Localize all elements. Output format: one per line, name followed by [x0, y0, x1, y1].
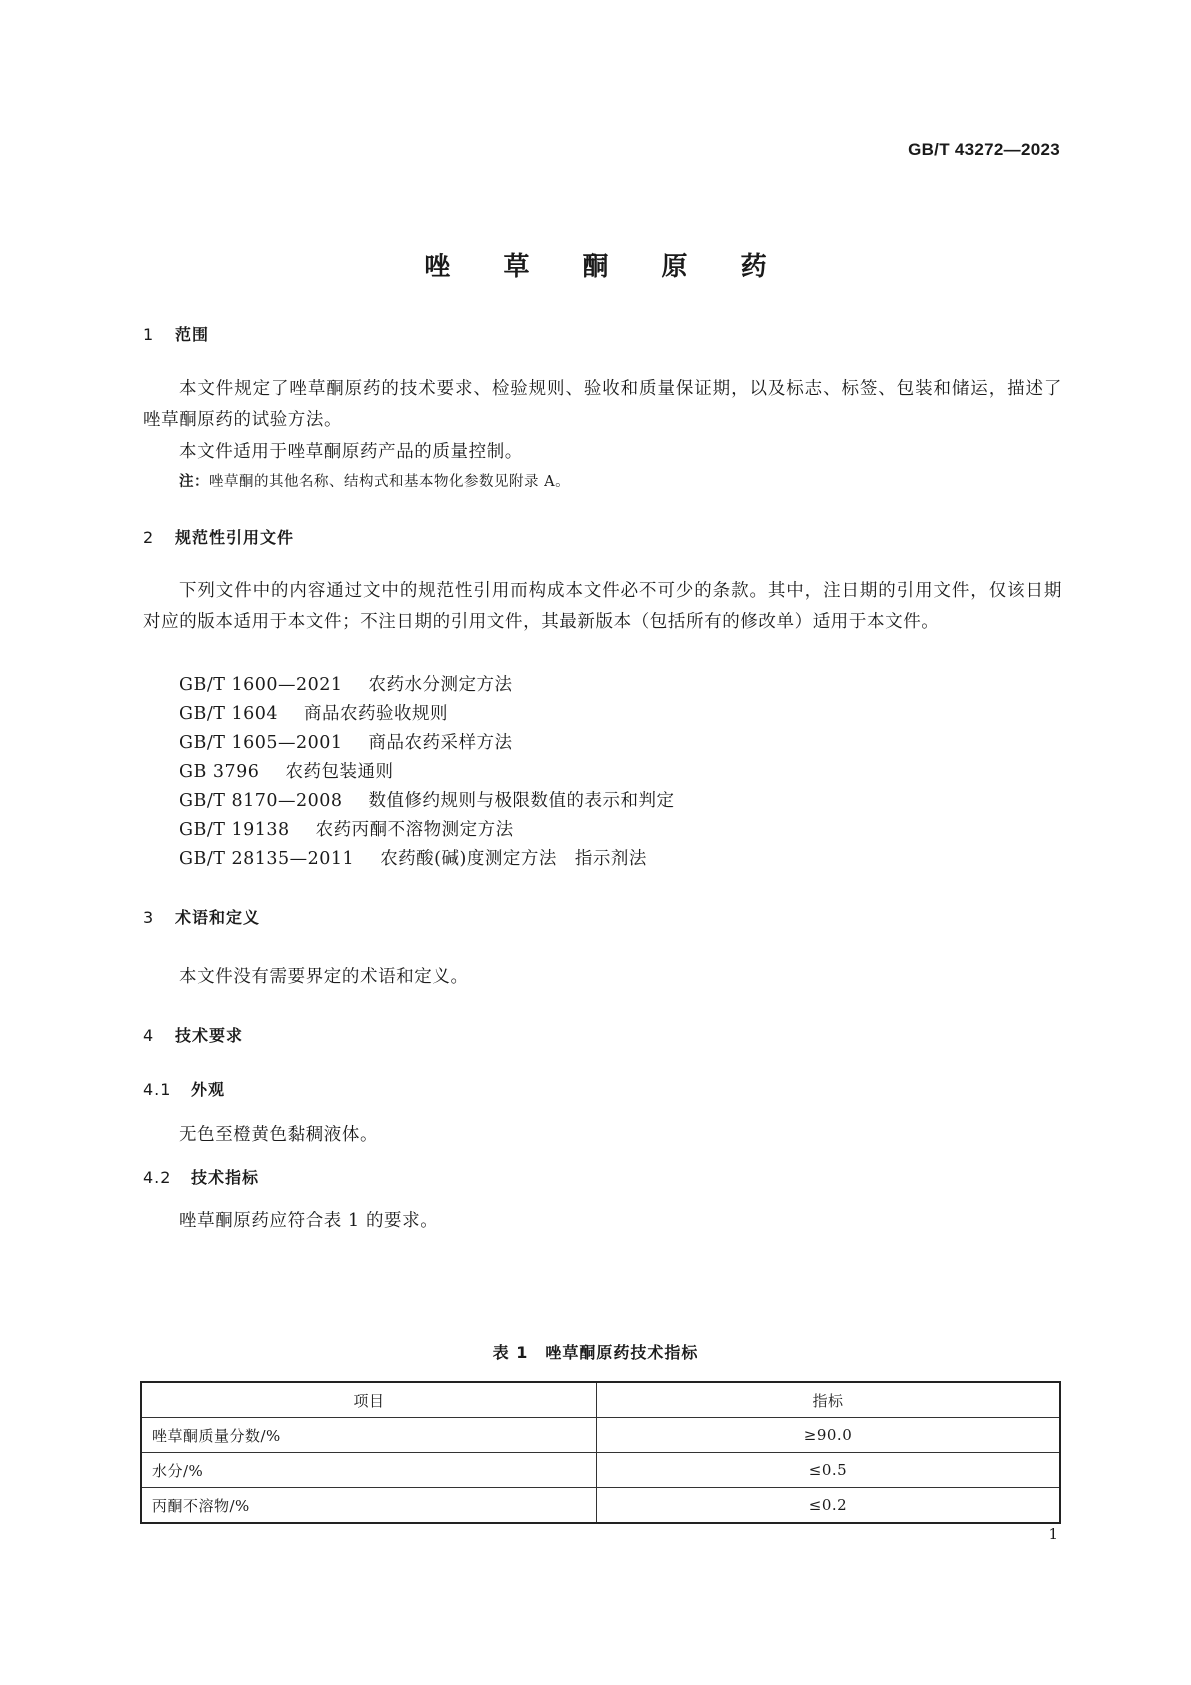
section-3-paragraph-1: 本文件没有需要界定的术语和定义。: [179, 967, 469, 987]
reference-item: [179, 845, 647, 870]
subsection-title: 外观: [191, 1080, 226, 1099]
reference-item: [179, 787, 675, 812]
subsection-number: 4.1: [143, 1080, 172, 1099]
section-title: 技术要求: [175, 1026, 244, 1045]
reference-title: 商品农药采样方法: [368, 733, 513, 753]
section-number: 1: [143, 325, 155, 344]
section-1-paragraph-2: 本文件适用于唑草酮原药产品的质量控制。: [179, 442, 523, 462]
table-cell-value: ≤0.2: [597, 1488, 1061, 1524]
table-cell-item: 丙酮不溶物/%: [141, 1488, 597, 1524]
table-row: [141, 1453, 1060, 1488]
table-row: [141, 1418, 1060, 1453]
document-title: 唑 草 酮 原 药: [424, 252, 789, 282]
table-caption: 表 1 唑草酮原药技术指标: [492, 1343, 699, 1362]
section-4-1-heading: [143, 1077, 225, 1100]
reference-item: [179, 816, 514, 841]
reference-code: GB/T 1600—2021: [179, 675, 343, 695]
reference-code: GB/T 1605—2001: [179, 733, 343, 753]
reference-item: [179, 729, 513, 754]
reference-title: 农药丙酮不溶物测定方法: [315, 820, 514, 840]
section-4-2-heading: [143, 1165, 259, 1188]
reference-item: [179, 700, 448, 725]
reference-code: GB/T 8170—2008: [179, 791, 343, 811]
section-1-heading: [143, 322, 209, 345]
section-number: 3: [143, 908, 155, 927]
section-2-heading: [143, 525, 294, 548]
standard-code: GB/T 43272—2023: [908, 140, 1060, 159]
reference-title: 商品农药验收规则: [304, 704, 449, 724]
section-4-heading: [143, 1023, 243, 1046]
reference-item: [179, 758, 393, 783]
section-number: 2: [143, 528, 155, 547]
section-1-note: [179, 470, 570, 491]
subsection-number: 4.2: [143, 1168, 172, 1187]
section-3-heading: [143, 905, 260, 928]
reference-title: 农药包装通则: [285, 762, 394, 782]
reference-title: 数值修约规则与极限数值的表示和判定: [368, 791, 675, 811]
table-cell-item: 水分/%: [141, 1453, 597, 1488]
table-cell-value: ≥90.0: [597, 1418, 1061, 1453]
page-number: 1: [1048, 1525, 1058, 1543]
section-title: 规范性引用文件: [175, 528, 295, 547]
section-4-2-text: 唑草酮原药应符合表 1 的要求。: [179, 1211, 439, 1231]
column-header-value: 指标: [597, 1382, 1061, 1418]
section-title: 术语和定义: [175, 908, 261, 927]
reference-code: GB/T 19138: [179, 820, 290, 840]
section-1-paragraph-1: 本文件规定了唑草酮原药的技术要求、检验规则、验收和质量保证期，以及标志、标签、包装和储运，描述了唑草酮原药的试验方法。: [143, 379, 1062, 430]
reference-code: GB 3796: [179, 762, 260, 782]
table-row: [141, 1488, 1060, 1524]
technical-spec-table: [140, 1381, 1061, 1524]
table-cell-item: 唑草酮质量分数/%: [141, 1418, 597, 1453]
table-cell-value: ≤0.5: [597, 1453, 1061, 1488]
note-label: 注：: [179, 474, 209, 490]
reference-title: 农药酸(碱)度测定方法 指示剂法: [380, 849, 647, 869]
reference-code: GB/T 28135—2011: [179, 849, 355, 869]
table-header-row: [141, 1382, 1060, 1418]
section-4-1-text: 无色至橙黄色黏稠液体。: [179, 1125, 379, 1145]
section-title: 范围: [175, 325, 210, 344]
section-2-paragraph-1: 下列文件中的内容通过文中的规范性引用而构成本文件必不可少的条款。其中，注日期的引用文件，仅该日期对应的版本适用于本文件；不注日期的引用文件，其最新版本（包括所有的修改单）适用于本文件。: [143, 581, 1062, 632]
column-header-item: 项目: [141, 1382, 597, 1418]
section-number: 4: [143, 1026, 155, 1045]
note-text: 唑草酮的其他名称、结构式和基本物化参数见附录 A。: [209, 474, 571, 490]
reference-item: [179, 671, 513, 696]
subsection-title: 技术指标: [191, 1168, 260, 1187]
reference-code: GB/T 1604: [179, 704, 279, 724]
reference-title: 农药水分测定方法: [368, 675, 513, 695]
